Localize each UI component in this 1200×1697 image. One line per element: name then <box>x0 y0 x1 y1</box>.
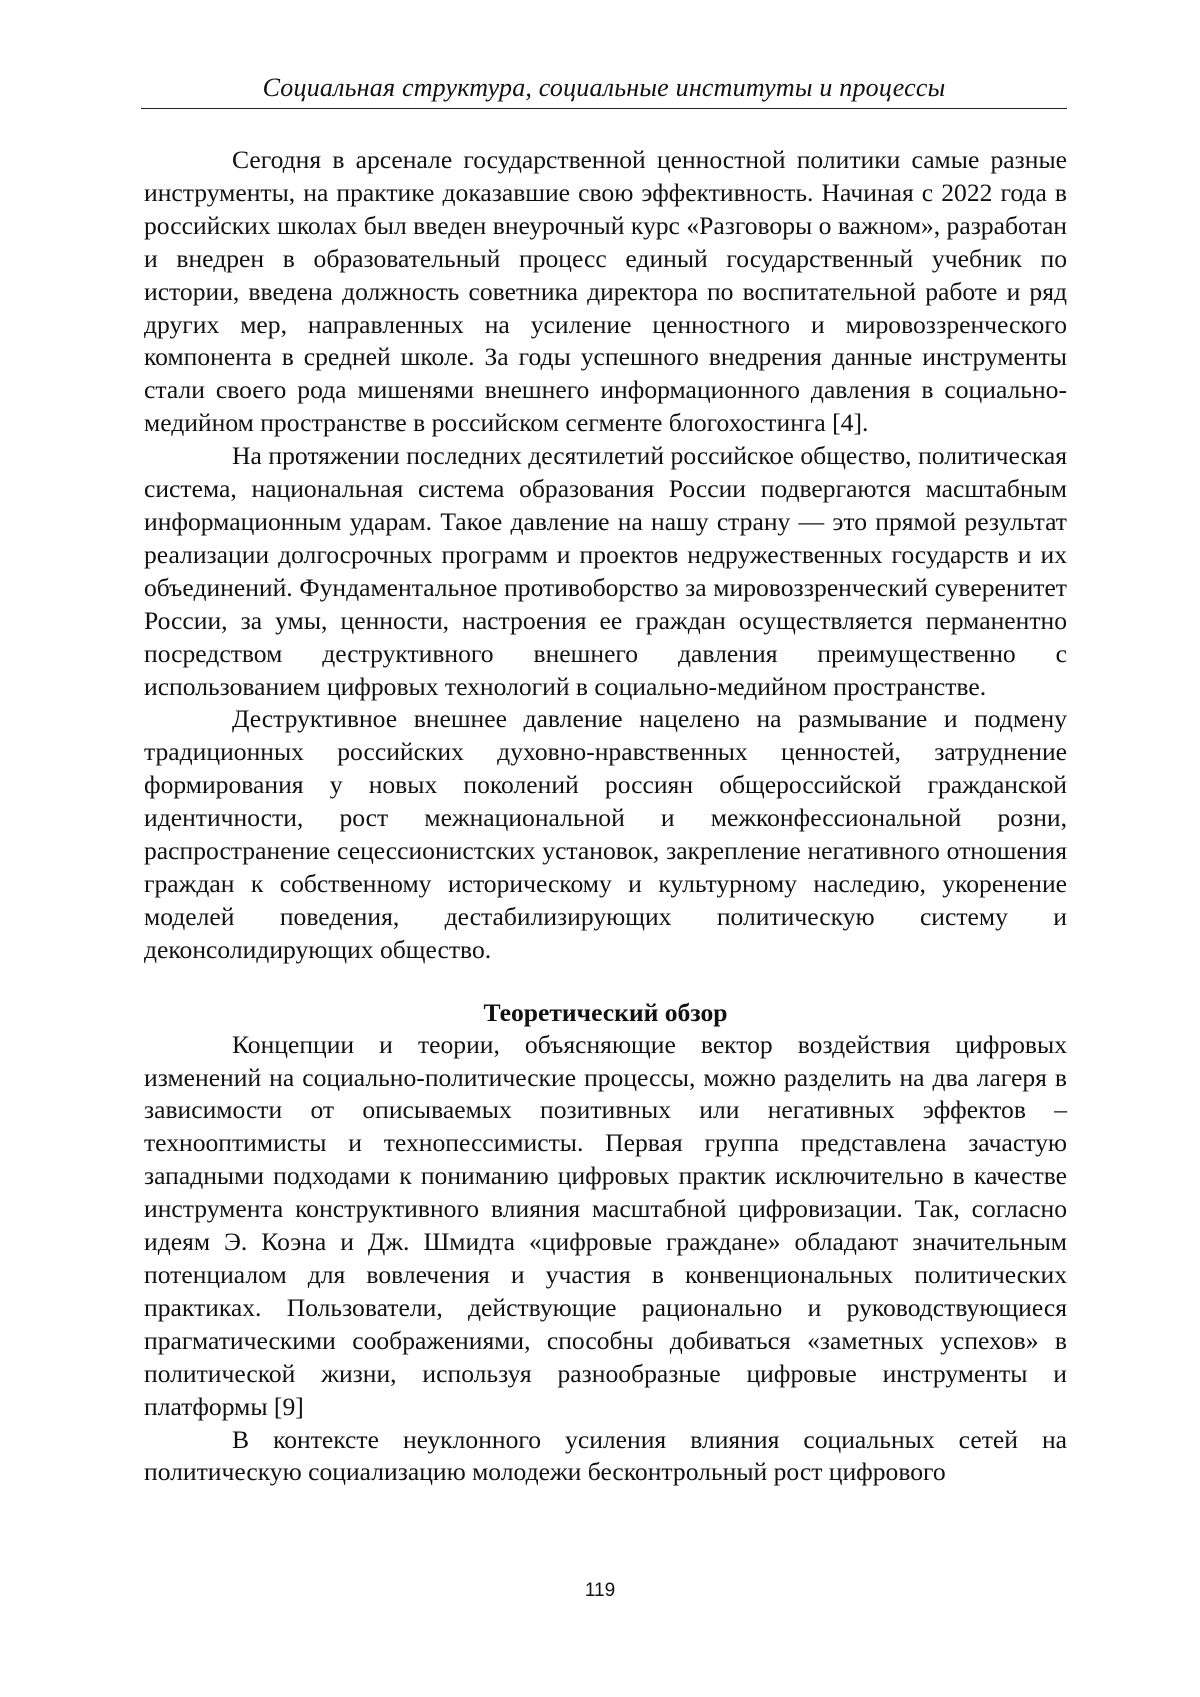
body-paragraph: Сегодня в арсенале государственной ценностной политики самые разные инструменты, на практике доказавшие свою эффективность. Начиная с 2022 года в российских школах был введен внеурочный курс «Разговоры о важном», разработан и внедрен в образовательный процесс единый государственный учебник по истории, введена должность советника директора по воспитательной работе и ряд других мер, направленных на усиление ценностного и мировоззренческого компонента в средней школе. За годы успешного внедрения данные инструменты стали своего рода мишенями внешнего информационного давления в социально-медийном пространстве в российском сегменте блогохостинга [4]. <box>144 145 1067 438</box>
body-paragraph: Деструктивное внешнее давление нацелено на размывание и подмену традиционных российских духовно-нравственных ценностей, затруднение формирования у новых поколений россиян общероссийской гражданской идентичности, рост межнациональной и межконфессиональной розни, распространение сецессионистских установок, закрепление негативного отношения граждан к собственному историческому и культурному наследию, укоренение моделей поведения, дестабилизирующих политическую систему и деконсолидирующих общество. <box>144 704 1067 964</box>
body-paragraph: На протяжении последних десятилетий российское общество, политическая система, национальная система образования России подвергаются масштабным информационным ударам. Такое давление на нашу страну — это прямой результат реализации долгосрочных программ и проектов недружественных государств и их объединений. Фундаментальное противоборство за мировоззренческий суверенитет России, за умы, ценности, настроения ее граждан осуществляется перманентно посредством деструктивного внешнего давления преимущественно с использованием цифровых технологий в социально-медийном пространстве. <box>144 441 1067 701</box>
article-body <box>144 144 1067 1489</box>
section-heading: Теоретический обзор <box>483 997 728 1027</box>
body-paragraph: Концепции и теории, объясняющие вектор воздействия цифровых изменений на социально-политические процессы, можно разделить на два лагеря в зависимости от описываемых позитивных или негативных эффектов – технооптимисты и технопессимисты. Первая группа представлена зачастую западными подходами к пониманию цифровых практик исключительно в качестве инструмента конструктивного влияния масштабной цифровизации. Так, согласно идеям Э. Коэна и Дж. Шмидта «цифровые граждане» обладают значительным потенциалом для вовлечения и участия в конвенциональных политических практиках. Пользователи, действующие рационально и руководствующиеся прагматическими соображениями, способны добиваться «заметных успехов» в политической жизни, используя разнообразные цифровые инструменты и платформы [9] <box>144 1029 1067 1421</box>
page-number: 119 <box>584 1580 616 1601</box>
body-paragraph: В контексте неуклонного усиления влияния социальных сетей на политическую социализацию молодежи бесконтрольный рост цифрового <box>144 1424 1067 1487</box>
running-header: Социальная структура, социальные институты и процессы <box>141 68 1067 109</box>
